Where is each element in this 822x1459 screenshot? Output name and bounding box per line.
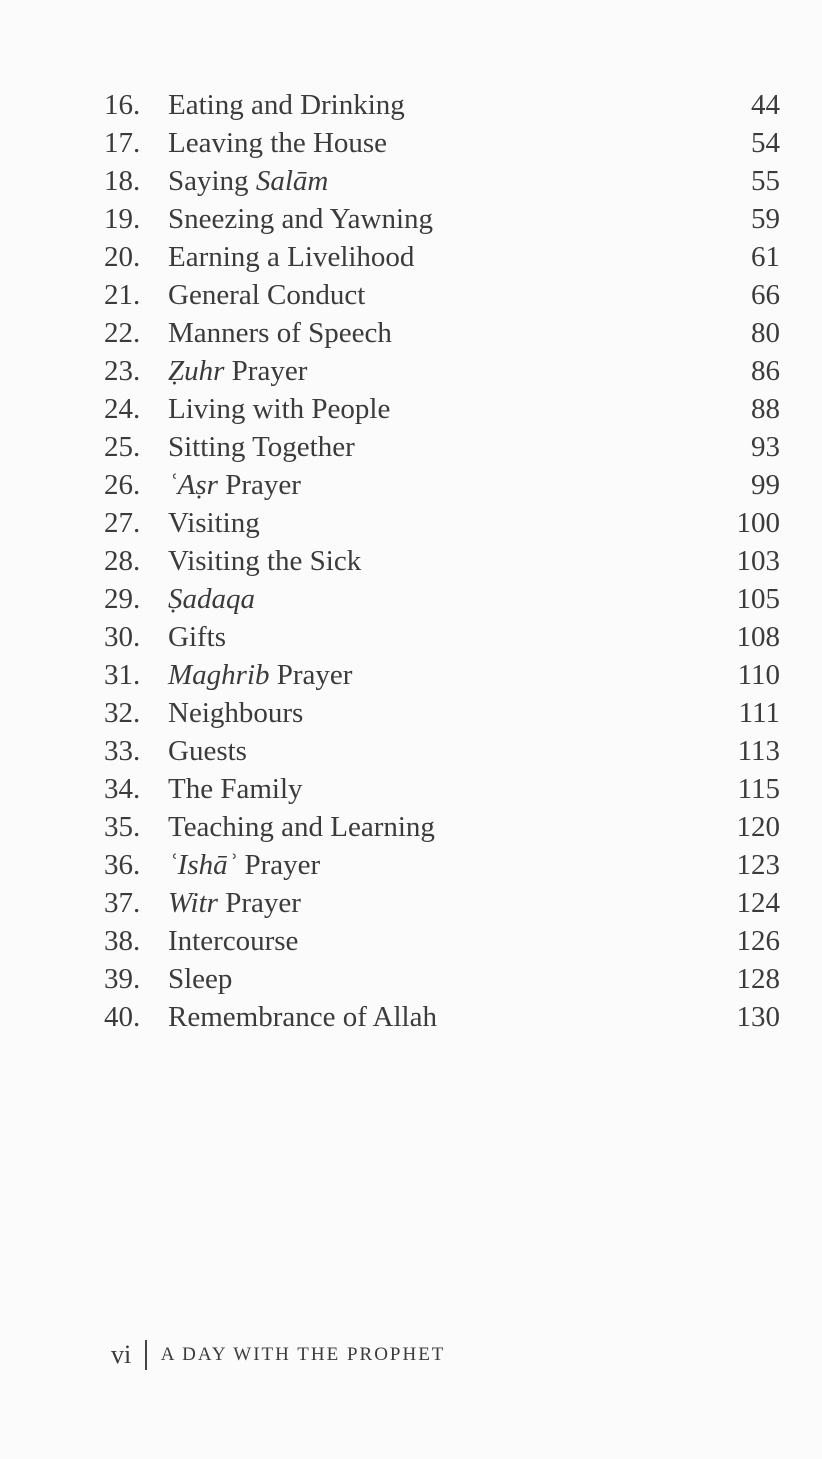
toc-entry — [104, 846, 780, 884]
toc-entry-title — [168, 656, 780, 694]
toc-entry-title — [168, 390, 780, 428]
toc-entry-title-text: Visiting the Sick — [168, 545, 362, 577]
toc-entry-title — [168, 580, 780, 618]
toc-entry-page: 99 — [751, 469, 780, 501]
page-number: vi — [111, 1340, 132, 1369]
toc-entry-title-text: Living with People — [168, 393, 391, 425]
toc-entry-title-italic: ʿIshāʾ — [168, 849, 238, 881]
toc-entry-page: 103 — [736, 545, 780, 577]
toc-entry-page: 54 — [751, 127, 780, 159]
toc-entry — [104, 200, 780, 238]
toc-entry-number: 34. — [104, 773, 141, 805]
toc-entry — [104, 542, 780, 580]
toc-entry-title-italic: Ṣadaqa — [168, 583, 255, 615]
toc-entry — [104, 276, 780, 314]
toc-entry-title-text: Sitting Together — [168, 431, 355, 463]
toc-entry — [104, 580, 780, 618]
toc-entry-title-text: Neighbours — [168, 697, 304, 729]
toc-entry-page: 66 — [751, 279, 780, 311]
toc-entry-title-italic: Salām — [255, 165, 329, 197]
toc-entry-title-text: Prayer — [217, 887, 301, 919]
toc-entry-title — [168, 846, 780, 884]
toc-entry-page: 126 — [736, 925, 780, 957]
toc-entry-number: 36. — [104, 849, 141, 881]
toc-entry-number: 20. — [104, 241, 141, 273]
toc-entry-number: 23. — [104, 355, 141, 387]
toc-entry-page: 100 — [736, 507, 780, 539]
toc-entry-page: 111 — [738, 697, 780, 729]
toc-entry-number: 27. — [104, 507, 141, 539]
toc-entry-number: 17. — [104, 127, 141, 159]
toc-entry-number: 22. — [104, 317, 141, 349]
toc-entry — [104, 124, 780, 162]
toc-entry-page: 86 — [751, 355, 780, 387]
toc-entry-title — [168, 238, 780, 276]
toc-entry-page: 44 — [751, 89, 780, 121]
toc-entry-title-italic: Maghrib — [168, 659, 270, 691]
toc-entry — [104, 808, 780, 846]
toc-entry-title — [168, 466, 780, 504]
toc-entry-number: 19. — [104, 203, 141, 235]
toc-entry — [104, 162, 780, 200]
toc-entry — [104, 390, 780, 428]
toc-entry-title-text: Sneezing and Yawning — [168, 203, 434, 235]
toc-entry-title-text: The Family — [168, 773, 303, 805]
toc-entry — [104, 238, 780, 276]
toc-entry-number: 21. — [104, 279, 141, 311]
toc-entry-title-text: Prayer — [217, 469, 301, 501]
toc-entry-page: 124 — [736, 887, 780, 919]
toc-entry-page: 61 — [751, 241, 780, 273]
toc-entry-title-text: Prayer — [224, 355, 308, 387]
toc-entry — [104, 618, 780, 656]
toc-entry-title — [168, 694, 780, 732]
toc-entry-title-text: Visiting — [168, 507, 260, 539]
toc-entry — [104, 86, 780, 124]
toc-entry-page: 108 — [736, 621, 780, 653]
toc-entry-title-text: Teaching and Learning — [168, 811, 435, 843]
toc-entry-title-italic: Ẓuhr — [168, 355, 225, 387]
table-of-contents — [104, 86, 780, 1036]
toc-entry-title — [168, 276, 780, 314]
toc-entry-number: 25. — [104, 431, 141, 463]
toc-entry-number: 33. — [104, 735, 141, 767]
toc-entry-page: 105 — [736, 583, 780, 615]
toc-entry-title-text: Prayer — [237, 849, 321, 881]
toc-entry-number: 18. — [104, 165, 141, 197]
toc-entry-number: 35. — [104, 811, 141, 843]
toc-entry — [104, 428, 780, 466]
toc-entry-title-text: Earning a Livelihood — [168, 241, 415, 273]
toc-entry-title-text: Guests — [168, 735, 247, 767]
toc-entry-title — [168, 86, 780, 124]
toc-entry-page: 123 — [736, 849, 780, 881]
toc-entry-title-italic: Witr — [168, 887, 218, 919]
toc-entry-number: 28. — [104, 545, 141, 577]
toc-entry-title — [168, 922, 780, 960]
toc-entry-number: 26. — [104, 469, 141, 501]
toc-entry-title-text: Manners of Speech — [168, 317, 392, 349]
toc-entry-number: 37. — [104, 887, 141, 919]
toc-entry-title — [168, 124, 780, 162]
toc-entry-title-text: Gifts — [168, 621, 226, 653]
toc-entry-title — [168, 884, 780, 922]
toc-entry — [104, 922, 780, 960]
toc-entry-number: 29. — [104, 583, 141, 615]
toc-entry-title — [168, 352, 780, 390]
toc-entry-title — [168, 770, 780, 808]
running-title: A DAY WITH THE PROPHET — [160, 1344, 446, 1365]
toc-entry-title — [168, 808, 780, 846]
toc-entry — [104, 732, 780, 770]
toc-entry-number: 39. — [104, 963, 141, 995]
toc-entry-title-prefix: Saying — [168, 165, 256, 197]
toc-entry-title — [168, 542, 780, 580]
toc-entry-page: 59 — [751, 203, 780, 235]
toc-entry-title — [168, 732, 780, 770]
toc-entry-number: 38. — [104, 925, 141, 957]
toc-entry-number: 40. — [104, 1001, 141, 1033]
toc-entry-title — [168, 314, 780, 352]
toc-entry-title-text: Remembrance of Allah — [168, 1001, 437, 1033]
toc-entry-number: 30. — [104, 621, 141, 653]
toc-entry-page: 130 — [736, 1001, 780, 1033]
page-footer — [111, 1340, 445, 1370]
toc-entry-page: 113 — [737, 735, 780, 767]
toc-entry-number: 31. — [104, 659, 141, 691]
toc-entry-title — [168, 998, 780, 1036]
toc-entry-page: 110 — [737, 659, 780, 691]
toc-entry-page: 88 — [751, 393, 780, 425]
toc-entry-title-text: Intercourse — [168, 925, 299, 957]
toc-entry-title-text: Eating and Drinking — [168, 89, 405, 121]
toc-entry-page: 120 — [736, 811, 780, 843]
toc-entry — [104, 352, 780, 390]
toc-entry-title — [168, 618, 780, 656]
toc-entry — [104, 314, 780, 352]
toc-entry-title-text: Prayer — [269, 659, 353, 691]
toc-entry — [104, 960, 780, 998]
toc-entry — [104, 504, 780, 542]
toc-entry-page: 55 — [751, 165, 780, 197]
toc-entry — [104, 694, 780, 732]
toc-entry-title — [168, 504, 780, 542]
toc-entry-number: 32. — [104, 697, 141, 729]
toc-entry — [104, 884, 780, 922]
toc-entry-title-text: General Conduct — [168, 279, 366, 311]
toc-entry-page: 80 — [751, 317, 780, 349]
toc-entry-title-text: Sleep — [168, 963, 233, 995]
toc-entry-page: 93 — [751, 431, 780, 463]
toc-entry-number: 24. — [104, 393, 141, 425]
toc-entry-page: 115 — [737, 773, 780, 805]
toc-entry — [104, 998, 780, 1036]
toc-entry — [104, 656, 780, 694]
footer-divider — [145, 1340, 147, 1370]
toc-entry-title — [168, 960, 780, 998]
toc-entry-number: 16. — [104, 89, 141, 121]
toc-entry-title — [168, 200, 780, 238]
toc-entry — [104, 770, 780, 808]
toc-entry-title-italic: ʿAṣr — [168, 469, 218, 501]
toc-entry-title-text: Leaving the House — [168, 127, 388, 159]
toc-entry-title — [168, 428, 780, 466]
toc-entry-title — [168, 162, 780, 200]
toc-entry — [104, 466, 780, 504]
toc-entry-page: 128 — [736, 963, 780, 995]
